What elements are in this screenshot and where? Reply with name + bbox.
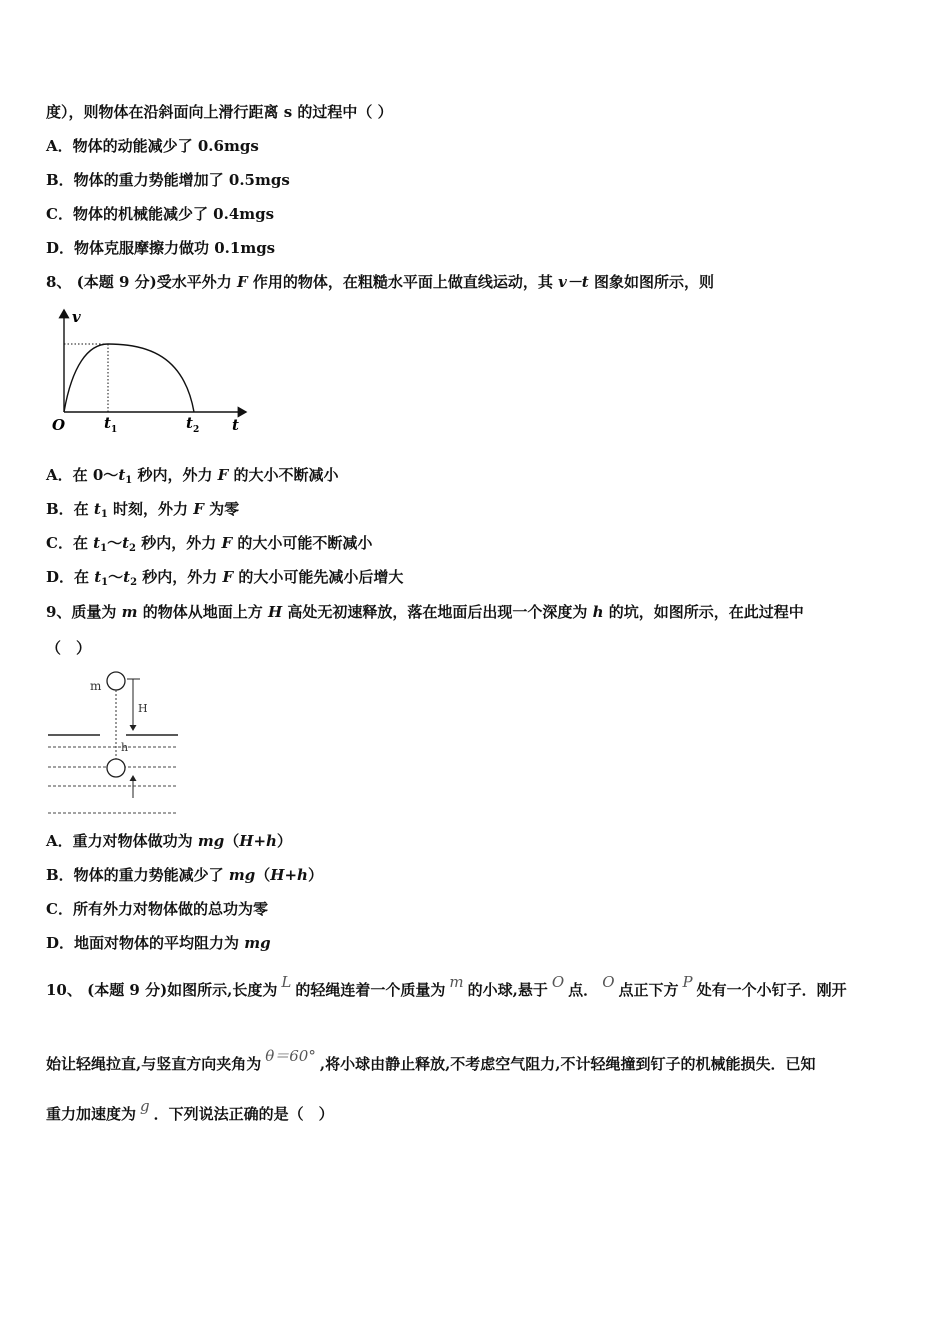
q9-paren: （ ） [46, 639, 92, 657]
h-label: h [121, 741, 129, 754]
q10-line-2: 始让轻绳拉直,与竖直方向夹角为 θ＝60° ,将小球由静止释放,不考虑空气阻力,不计轻绳撞到钉子的机械能损失．已知 [46, 1047, 816, 1073]
ball-top [107, 672, 125, 690]
t1-label: $t_1$ [104, 414, 118, 435]
q9-option-d: D．地面对物体的平均阻力为 mg [46, 934, 271, 952]
q8-option-c: C．在 $t_1\sim t_2$ 秒内，外力 F 的大小可能不断减小 [46, 534, 373, 554]
q9-option-a: A．重力对物体做功为 mg（H+h） [46, 832, 292, 850]
t2-label: $t_2$ [186, 414, 200, 435]
q7-option-d: D．物体克服摩擦力做功 0.1mgs [46, 239, 276, 257]
q9-option-b: B．物体的重力势能减少了 mg（H+h） [46, 866, 323, 884]
q9-stem: 9、质量为 m 的物体从地面上方 H 高处无初速释放，落在地面后出现一个深度为 h 的坑，如图所示，在此过程中 [46, 603, 804, 621]
q8-option-b: B．在 $t_1$ 时刻，外力 F 为零 [46, 500, 240, 520]
q10-line-1: 10、 (本题 9 分)如图所示,长度为 L 的轻绳连着一个质量为 m 的小球,悬于 O 点． O 点正下方 P 处有一个小钉子．刚开 [46, 973, 847, 999]
q9-falling-ball-figure [44, 668, 184, 818]
q8-stem: 8、 (本题 9 分)受水平外力 F 作用的物体，在粗糙水平面上做直线运动，其 v－t 图象如图所示，则 [46, 273, 714, 291]
q9-option-c: C．所有外力对物体做的总功为零 [46, 900, 268, 918]
q8-vt-graph [44, 306, 264, 446]
t-axis-label: t [232, 416, 239, 434]
q7-stem: 度），则物体在沿斜面向上滑行距离 s 的过程中（ ） [46, 103, 393, 121]
q7-option-c: C．物体的机械能减少了 0.4mgs [46, 205, 275, 223]
q8-option-d: D．在 $t_1\sim t_2$ 秒内，外力 F 的大小可能先减小后增大 [46, 568, 404, 588]
v-axis-label: v [72, 308, 81, 326]
vt-curve [64, 344, 194, 412]
q7-option-a: A．物体的动能减少了 0.6mgs [46, 137, 259, 155]
m-label: m [90, 679, 102, 693]
H-label: H [138, 702, 148, 715]
q8-option-a: A．在 $0\sim t_1$ 秒内，外力 F 的大小不断减小 [46, 466, 339, 486]
origin-label: O [52, 416, 66, 434]
ball-bottom [107, 759, 125, 777]
q10-line-3: 重力加速度为 g ．下列说法正确的是（ ） [46, 1097, 334, 1123]
q7-option-b: B．物体的重力势能增加了 0.5mgs [46, 171, 290, 189]
